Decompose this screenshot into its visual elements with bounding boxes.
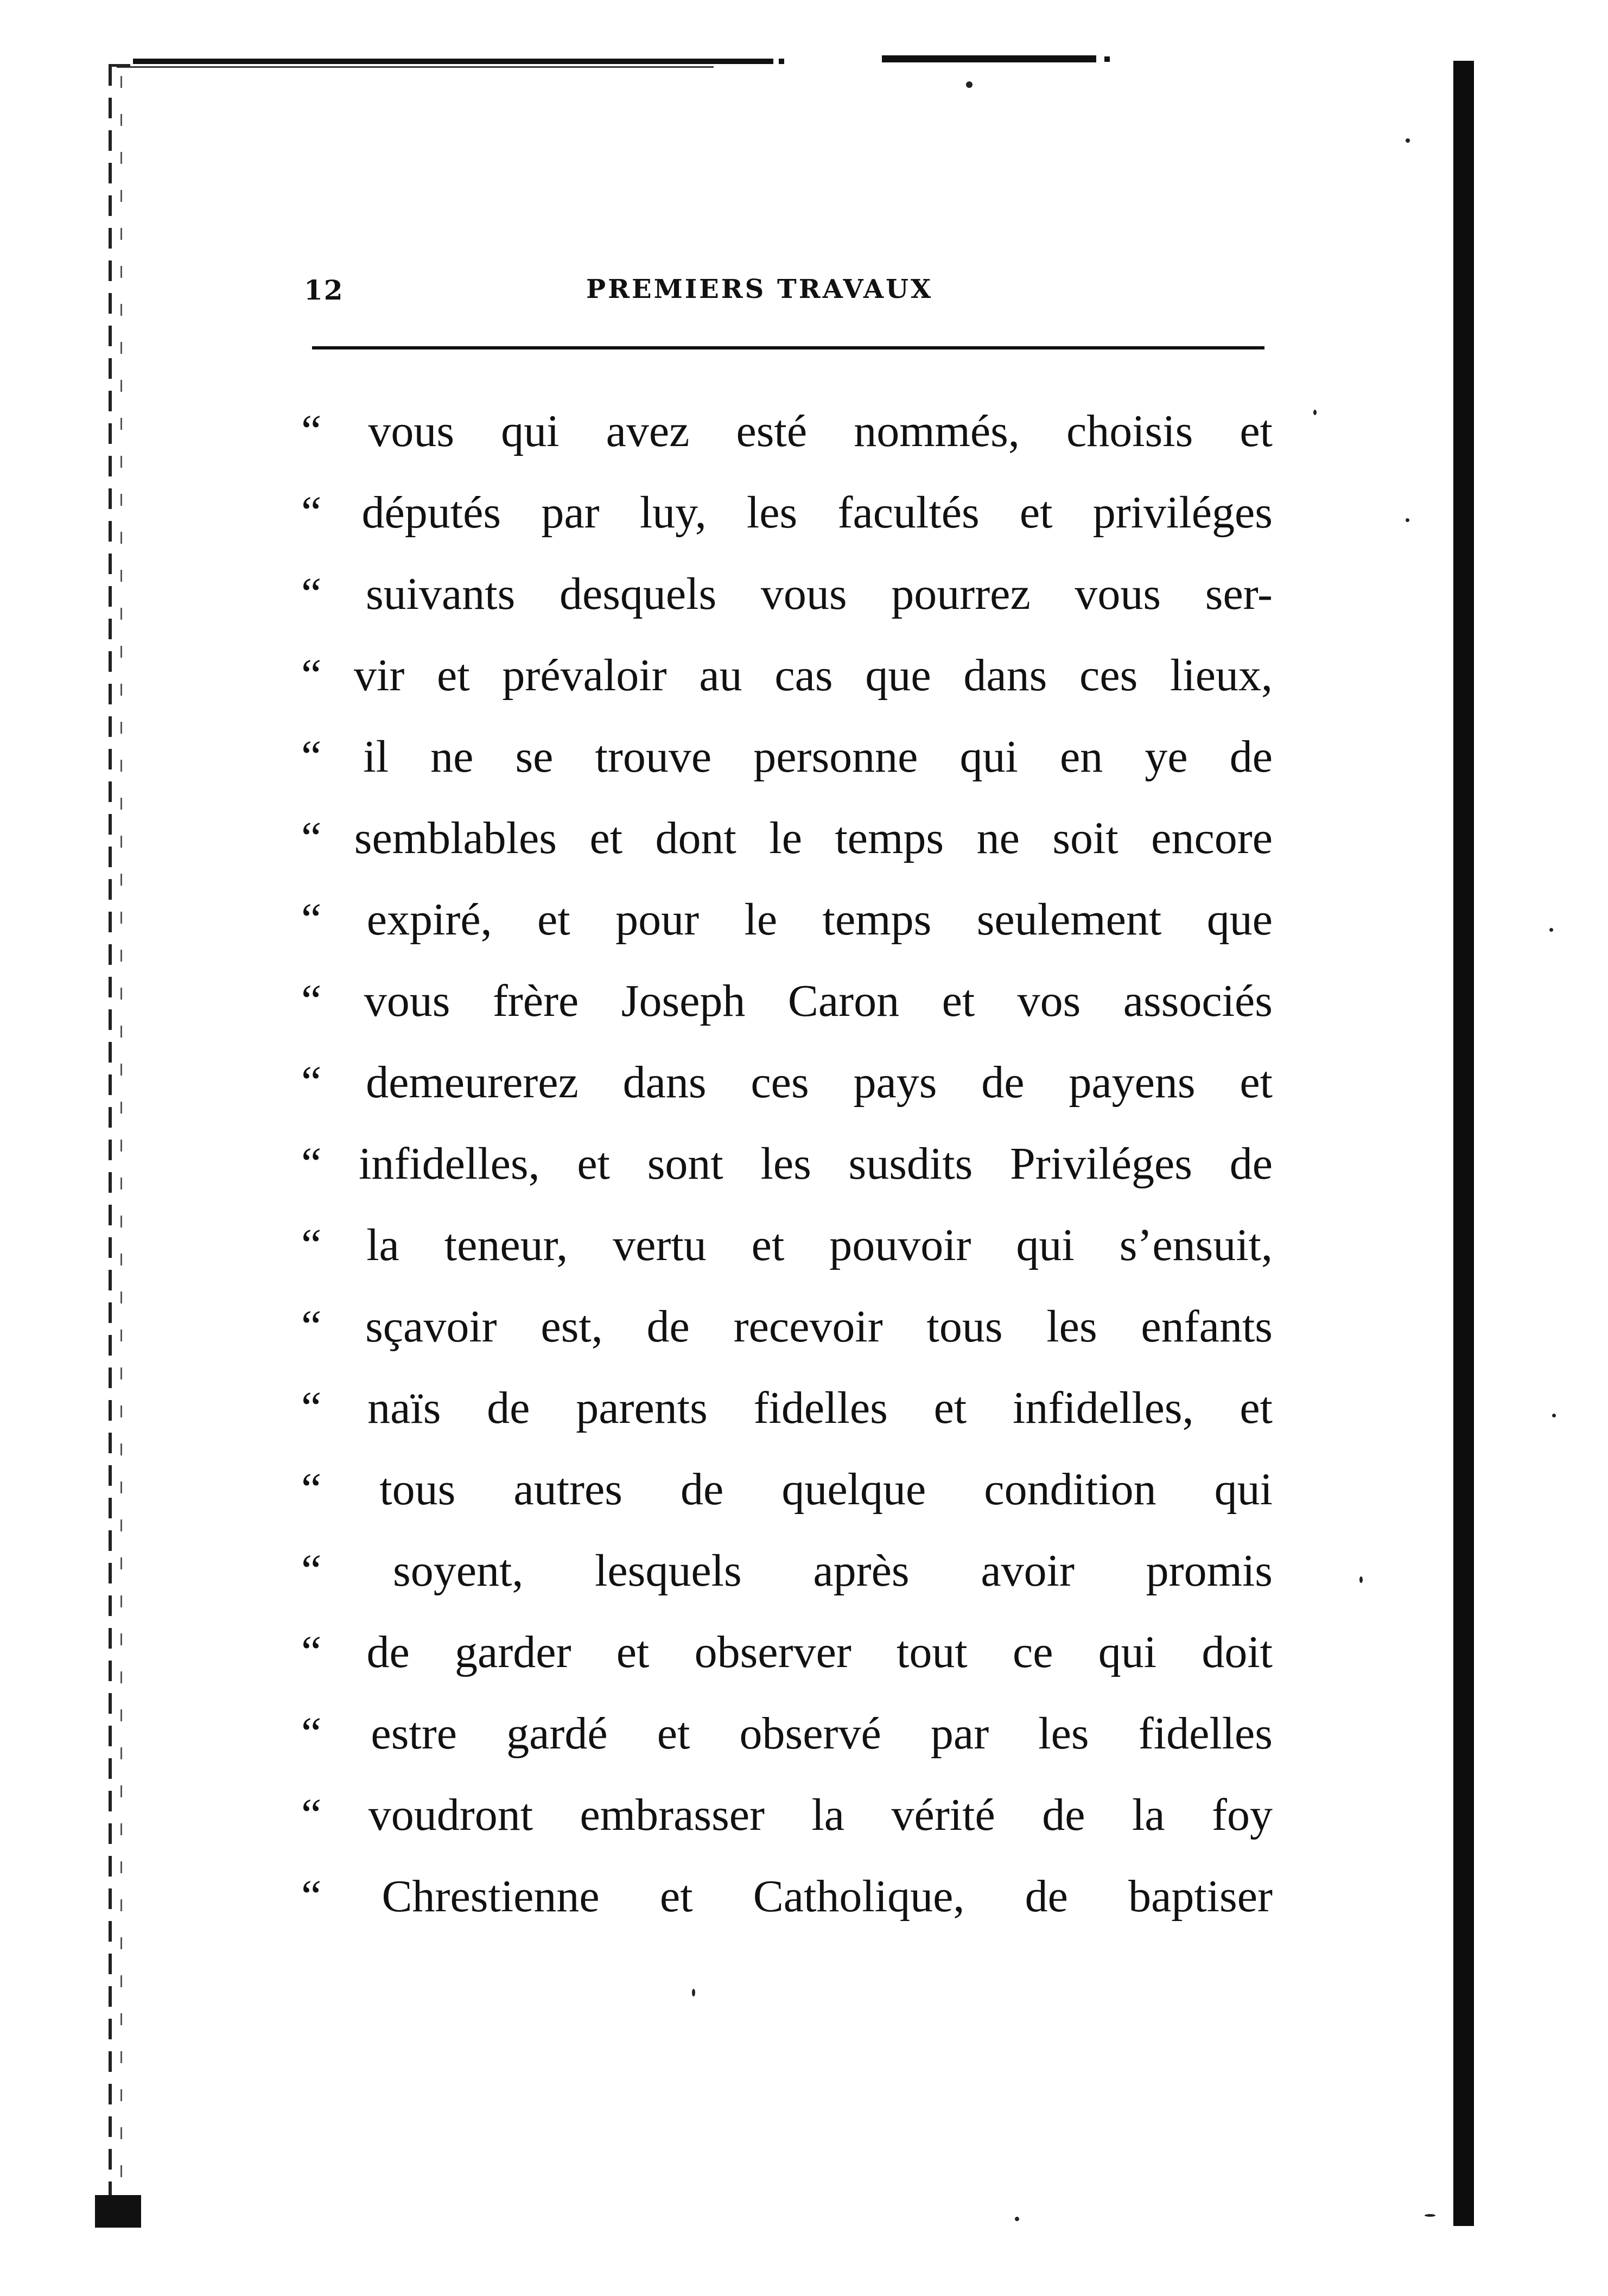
- text-line: “ tous autres de quelque condition qui: [301, 1464, 1273, 1515]
- top-scan-rule-thin: [117, 66, 714, 68]
- right-scan-border: [1453, 61, 1474, 2226]
- scan-mark: [1104, 56, 1110, 62]
- text-line: “ vous qui avez esté nommés, choisis et: [301, 406, 1273, 456]
- text-line: “ estre gardé et observé par les fidelles: [301, 1708, 1273, 1759]
- running-head: PREMIERS TRAVAUX: [586, 274, 933, 304]
- text-line: “ de garder et observer tout ce qui doit: [301, 1627, 1273, 1677]
- text-line: “ vir et prévaloir au cas que dans ces lieux,: [301, 650, 1273, 701]
- scan-speck: [966, 81, 973, 88]
- header-rule: [312, 346, 1264, 349]
- text-line: “ suivants desquels vous pourrez vous ser-: [301, 569, 1273, 619]
- text-line: “ semblables et dont le temps ne soit encore: [301, 813, 1273, 863]
- text-line: “ demeurerez dans ces pays de payens et: [301, 1057, 1273, 1108]
- page-number: 12: [304, 274, 344, 306]
- text-line: “ députés par luy, les facultés et priviléges: [301, 487, 1273, 538]
- scan-speck: [1549, 928, 1553, 932]
- text-line: “ soyent, lesquels après avoir promis: [301, 1545, 1273, 1596]
- scan-speck: [1406, 518, 1409, 522]
- text-line: “ vous frère Joseph Caron et vos associés: [301, 976, 1273, 1026]
- left-binding-edge: [109, 65, 112, 2203]
- scan-mark: [779, 59, 784, 64]
- text-line: “ sçavoir est, de recevoir tous les enfants: [301, 1301, 1273, 1352]
- text-line: “ la teneur, vertu et pouvoir qui s’ensuit,: [301, 1220, 1273, 1270]
- scan-speck: [692, 1989, 695, 1996]
- binding-blot: [95, 2195, 141, 2228]
- left-scan-corner: [109, 64, 130, 67]
- body-text: [301, 391, 1273, 1937]
- top-scan-rule-right: [882, 55, 1096, 62]
- scan-speck: [1425, 2214, 1435, 2217]
- text-line: “ naïs de parents fidelles et infidelles, et: [301, 1383, 1273, 1433]
- scan-speck: [1552, 1414, 1556, 1417]
- top-scan-rule: [133, 59, 773, 64]
- scan-speck: [1406, 138, 1410, 143]
- text-line: “ voudront embrasser la vérité de la foy: [301, 1790, 1273, 1840]
- left-binding-edge-inner: [120, 76, 122, 2192]
- scan-speck: [1015, 2217, 1019, 2221]
- text-line: “ Chrestienne et Catholique, de baptiser: [301, 1871, 1273, 1922]
- text-line: “ infidelles, et sont les susdits Priviléges de: [301, 1139, 1273, 1189]
- text-line: “ expiré, et pour le temps seulement que: [301, 894, 1273, 945]
- scan-speck: [1359, 1576, 1363, 1583]
- text-line: “ il ne se trouve personne qui en ye de: [301, 732, 1273, 782]
- scan-speck: [1313, 410, 1317, 415]
